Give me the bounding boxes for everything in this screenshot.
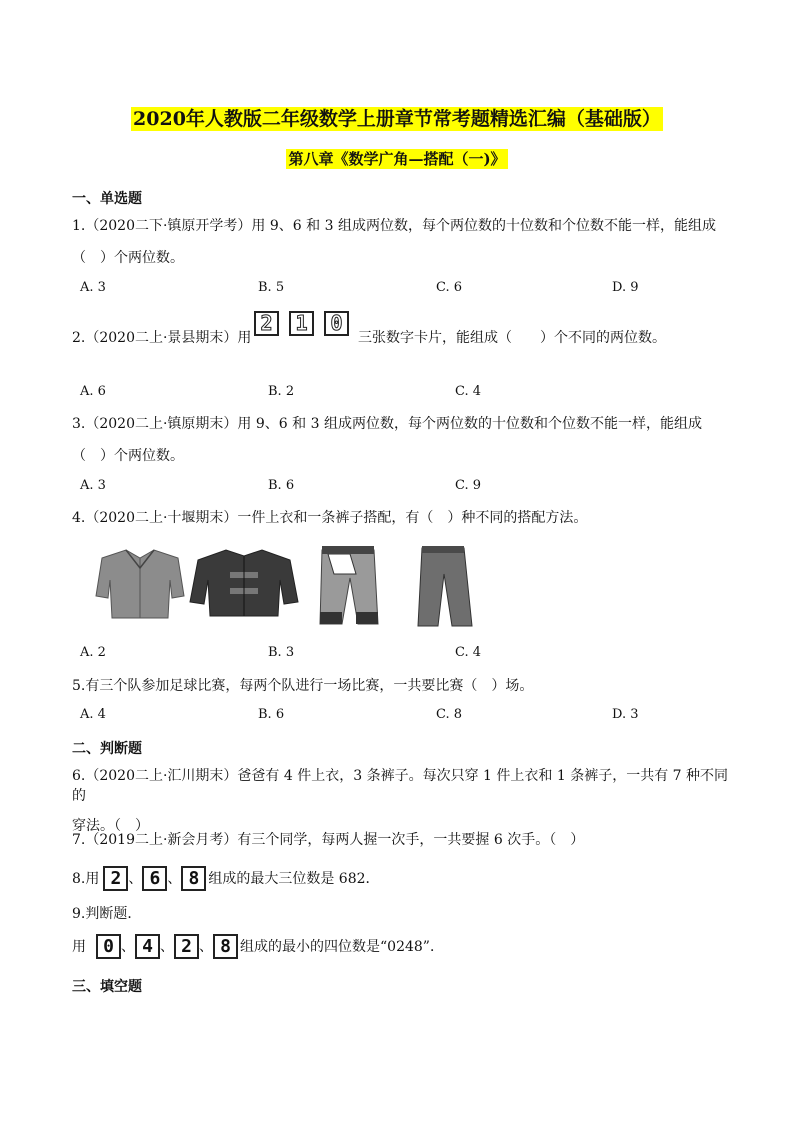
card-separator: 、	[160, 938, 174, 955]
q2-option-c[interactable]: C. 4	[455, 384, 482, 399]
q2-option-b[interactable]: B. 2	[268, 384, 295, 399]
question-7: 7.（2019二上·新会月考）有三个同学，每两人握一次手，一共要握 6 次手。（ ）	[72, 832, 585, 848]
question-1	[72, 216, 732, 268]
question-1-line1: 1.（2020二下·镇原开学考）用 9、6 和 3 组成两位数，每个两位数的十位数和个位数不能一样，能组成	[72, 218, 716, 234]
question-3	[72, 414, 732, 466]
document-title: 2020年人教版二年级数学上册章节常考题精选汇编（基础版）	[133, 108, 661, 130]
jacket-light-icon	[96, 550, 184, 618]
digit-card-1: 1	[289, 311, 314, 336]
digit-card-8: 8	[213, 934, 238, 959]
q1-option-d[interactable]: D. 9	[612, 280, 639, 295]
section-heading-single-choice: 一、单选题	[72, 191, 142, 207]
card-separator: 、	[167, 870, 182, 887]
digit-card-2: 2	[174, 934, 199, 959]
question-3-line2: （ ）个两位数。	[72, 448, 184, 464]
clothing-images	[88, 544, 488, 630]
q4-option-b[interactable]: B. 3	[268, 645, 295, 660]
question-8	[72, 866, 380, 891]
q4-option-a[interactable]: A. 2	[80, 645, 106, 660]
digit-card-8: 8	[181, 866, 206, 891]
card-separator: 、	[199, 938, 213, 955]
q3-option-a[interactable]: A. 3	[80, 478, 106, 493]
question-6	[72, 766, 732, 836]
q5-option-a[interactable]: A. 4	[80, 707, 106, 722]
digit-card-0: 0	[324, 311, 349, 336]
jacket-dark-icon	[190, 550, 298, 616]
section-heading-fill-in: 三、填空题	[72, 979, 142, 995]
question-6-line1: 6.（2020二上·汇川期末）爸爸有 4 件上衣，3 条裤子。每次只穿 1 件上衣和 1 条裤子，一共有 7 种不同的	[72, 768, 729, 804]
question-8-prefix: 8.用	[72, 870, 100, 887]
question-2-suffix: 三张数字卡片，能组成（ ）个不同的两位数。	[358, 330, 666, 346]
q2-option-a[interactable]: A. 6	[80, 384, 106, 399]
question-1-line2: （ ）个两位数。	[72, 250, 184, 266]
q3-option-c[interactable]: C. 9	[455, 478, 482, 493]
card-separator: 、	[121, 938, 135, 955]
q2-digit-cards	[254, 311, 359, 336]
q5-option-c[interactable]: C. 8	[436, 707, 463, 722]
digit-card-0: 0	[96, 934, 121, 959]
card-separator: 、	[128, 870, 143, 887]
q5-option-d[interactable]: D. 3	[612, 707, 639, 722]
question-9-title: 9.判断题．	[72, 906, 142, 922]
digit-card-6: 6	[142, 866, 167, 891]
digit-card-4: 4	[135, 934, 160, 959]
q1-option-a[interactable]: A. 3	[80, 280, 106, 295]
pants-light-icon	[320, 546, 378, 624]
section-heading-true-false: 二、判断题	[72, 741, 142, 757]
question-9-suffix: 组成的最小的四位数是“0248”．	[240, 938, 444, 955]
q1-option-c[interactable]: C. 6	[436, 280, 463, 295]
q1-option-b[interactable]: B. 5	[258, 280, 285, 295]
question-9-prefix: 用	[72, 938, 86, 955]
question-3-line1: 3.（2020二上·镇原期末）用 9、6 和 3 组成两位数，每个两位数的十位数和个位数不能一样，能组成	[72, 416, 702, 432]
question-2-prefix: 2.（2020二上·景县期末）用	[72, 330, 252, 346]
chapter-subtitle: 第八章《数学广角—搭配（一)》	[288, 150, 506, 168]
pants-grey-icon	[418, 546, 472, 626]
question-4: 4.（2020二上·十堰期末）一件上衣和一条裤子搭配，有（ ）种不同的搭配方法。	[72, 510, 588, 526]
q4-option-c[interactable]: C. 4	[455, 645, 482, 660]
question-5: 5.有三个队参加足球比赛，每两个队进行一场比赛，一共要比赛（ ）场。	[72, 678, 534, 694]
question-6-line2: 穿法。（ ）	[72, 818, 149, 834]
digit-card-2: 2	[254, 311, 279, 336]
digit-card-2: 2	[103, 866, 128, 891]
q5-option-b[interactable]: B. 6	[258, 707, 285, 722]
question-8-suffix: 组成的最大三位数是 682．	[208, 870, 380, 887]
q3-option-b[interactable]: B. 6	[268, 478, 295, 493]
question-9	[72, 934, 444, 959]
